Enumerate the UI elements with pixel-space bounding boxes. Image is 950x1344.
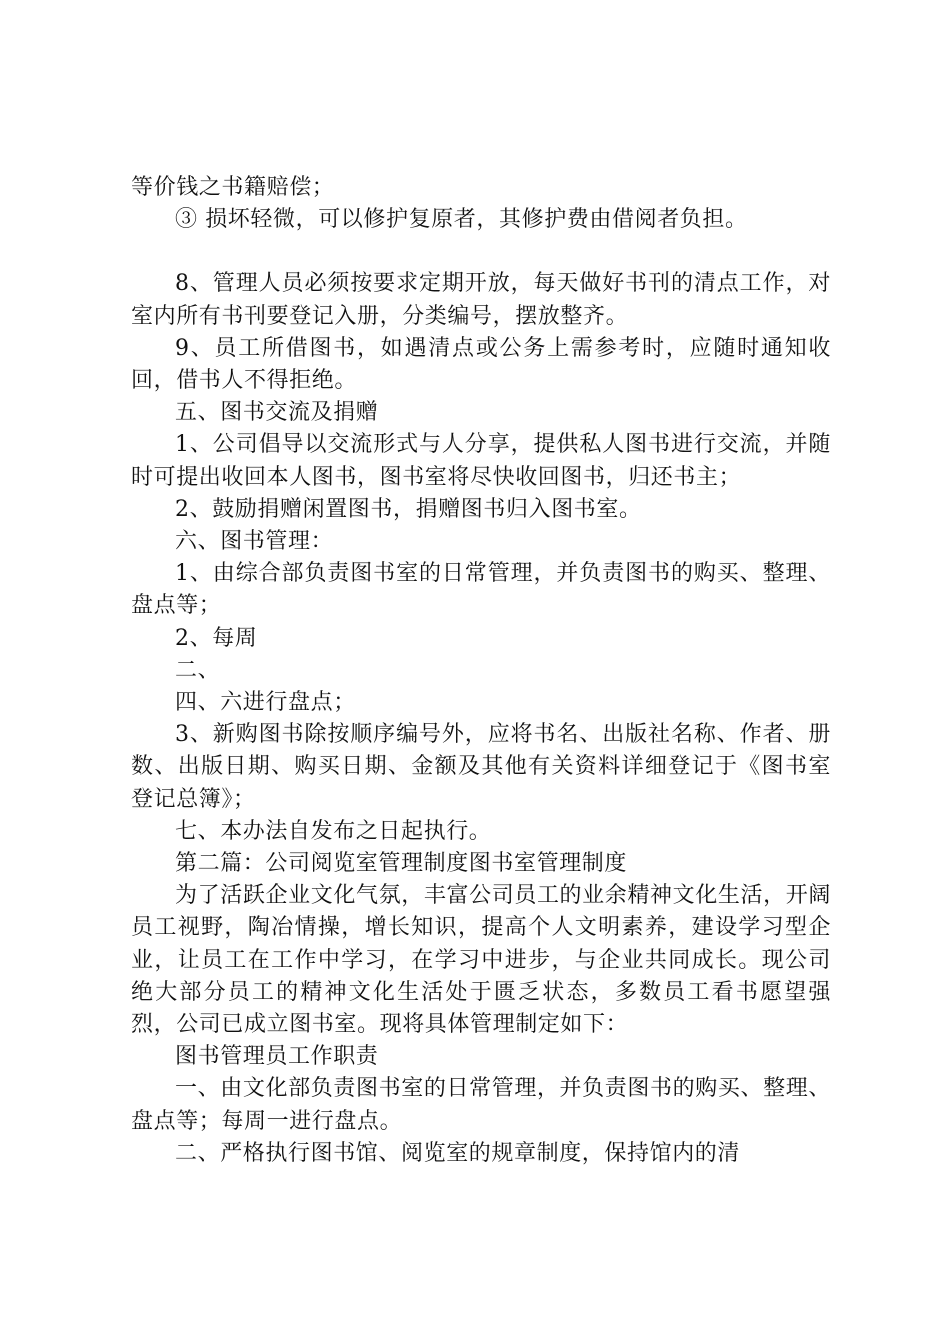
- paragraph-management-1: 1、由综合部负责图书室的日常管理，并负责图书的购买、整理、盘点等；: [131, 561, 831, 619]
- paragraph-exchange-1: 1、公司倡导以交流形式与人分享，提供私人图书进行交流，并随时可提出收回本人图书，图书室将尽快收回图书，归还书主；: [131, 432, 831, 490]
- paragraph-minor-damage: ③ 损坏轻微，可以修护复原者，其修护费由借阅者负担。: [175, 207, 748, 233]
- paragraph-rule-9: 9、员工所借图书，如遇清点或公务上需参考时，应随时通知收回，借书人不得拒绝。: [131, 335, 831, 394]
- paragraph-rule-8: 8、管理人员必须按要求定期开放，每天做好书刊的清点工作，对室内所有书刊要登记入册，分类编号，摆放整齐。: [131, 271, 831, 329]
- document-body: [131, 172, 831, 1170]
- paragraph-fragment-two: 二、: [175, 657, 221, 683]
- paragraph-spacer: [131, 236, 831, 268]
- paragraph-intro: 为了活跃企业文化气氛，丰富公司员工的业余精神文化生活，开阔员工视野，陶冶情操，增长知识，提高个人文明素养，建设学习型企业，让员工在工作中学习，在学习中进步，与企业共同成长。现公司绝大部分员工的精神文化生活处于匮乏状态，多数员工看书愿望强烈，公司已成立图书室。现将具体管理制定如下：: [131, 883, 831, 1038]
- paragraph-compensation-continued: 等价钱之书籍赔偿；: [131, 175, 335, 200]
- paragraph-fragment-four-six: 四、六进行盘点；: [175, 690, 356, 716]
- paragraph-management-2: 2、每周: [175, 625, 258, 651]
- paragraph-duty-1: 一、由文化部负责图书室的日常管理，并负责图书的购买、整理、盘点等；每周一进行盘点。: [131, 1076, 831, 1134]
- paragraph-duty-2: 二、严格执行图书馆、阅览室的规章制度，保持馆内的清: [175, 1140, 741, 1166]
- paragraph-donation-2: 2、鼓励捐赠闲置图书，捐赠图书归入图书室。: [175, 496, 642, 522]
- section-heading-exchange-donation: 五、图书交流及捐赠: [175, 400, 379, 426]
- paragraph-management-3: 3、新购图书除按顺序编号外，应将书名、出版社名称、作者、册数、出版日期、购买日期、金额及其他有关资料详细登记于《图书室登记总簿》；: [131, 722, 831, 812]
- section-heading-book-management: 六、图书管理：: [175, 529, 334, 555]
- section-heading-effective: 七、本办法自发布之日起执行。: [175, 818, 492, 844]
- section-heading-part-two: 第二篇：公司阅览室管理制度图书室管理制度: [175, 851, 628, 877]
- section-heading-librarian-duties: 图书管理员工作职责: [175, 1044, 379, 1070]
